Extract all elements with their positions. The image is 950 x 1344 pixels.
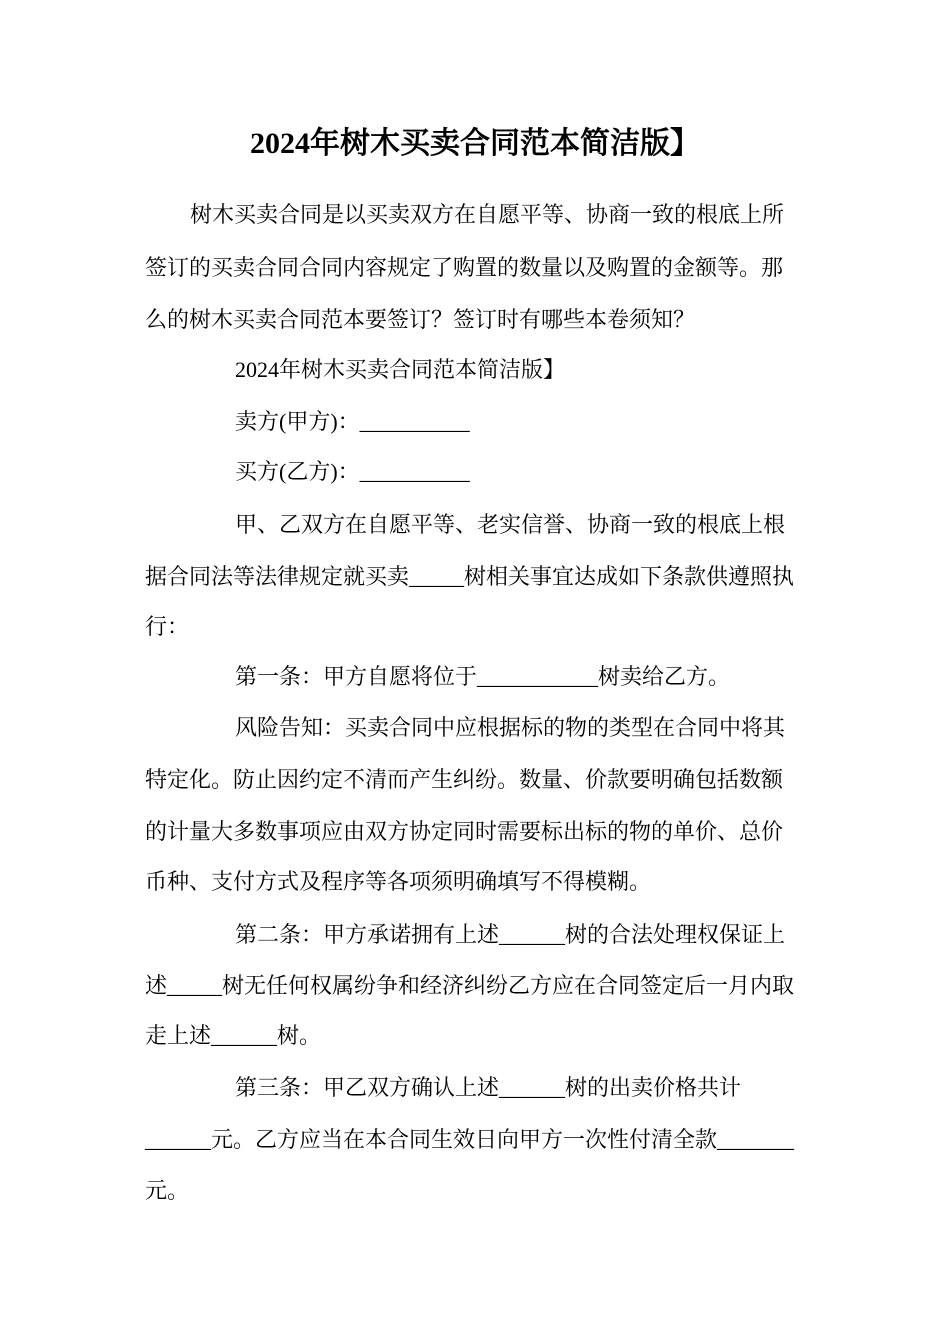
intro-line-3: 么的树木买卖合同范本要签订？签订时有哪些本卷须知？ (145, 307, 696, 332)
document-title: 2024年树木买卖合同范本简洁版】 (250, 127, 700, 160)
buyer-line: 买方(乙方)：__________ (235, 459, 470, 484)
article-2-line-2: 述_____树无任何权属纷争和经济纠纷乙方应在合同签定后一月内取 (145, 973, 795, 998)
article-2-line-1: 第二条：甲方承诺拥有上述______树的合法处理权保证上 (235, 922, 786, 947)
risk-line-2: 特定化。防止因约定不清而产生纠纷。数量、价款要明确包括数额 (145, 767, 784, 792)
risk-line-1: 风险告知：买卖合同中应根据标的物的类型在合同中将其 (235, 715, 786, 740)
intro-line-2: 签订的买卖合同合同内容规定了购置的数量以及购置的金额等。那 (145, 255, 784, 280)
article-1: 第一条：甲方自愿将位于___________树卖给乙方。 (235, 664, 731, 689)
intro-line-1: 树木买卖合同是以买卖双方在自愿平等、协商一致的根底上所 (190, 202, 785, 227)
preamble-line-3: 行： (145, 614, 190, 639)
seller-line: 卖方(甲方)：__________ (235, 409, 470, 434)
risk-line-3: 的计量大多数事项应由双方协定同时需要标出标的物的单价、总价 (145, 819, 784, 844)
contract-heading: 2024年树木买卖合同范本简洁版】 (235, 357, 566, 382)
risk-line-4: 币种、支付方式及程序等各项须明确填写不得模糊。 (145, 869, 652, 894)
article-3-line-3: 元。 (145, 1178, 190, 1203)
article-3-line-1: 第三条：甲乙双方确认上述______树的出卖价格共计 (235, 1075, 742, 1100)
preamble-line-2: 据合同法等法律规定就买卖_____树相关事宜达成如下条款供遵照执 (145, 564, 795, 589)
article-3-line-2: ______元。乙方应当在本合同生效日向甲方一次性付清全款_______ (145, 1127, 795, 1152)
article-2-line-3: 走上述______树。 (145, 1023, 322, 1048)
preamble-line-1: 甲、乙双方在自愿平等、老实信誉、协商一致的根底上根 (235, 512, 786, 537)
